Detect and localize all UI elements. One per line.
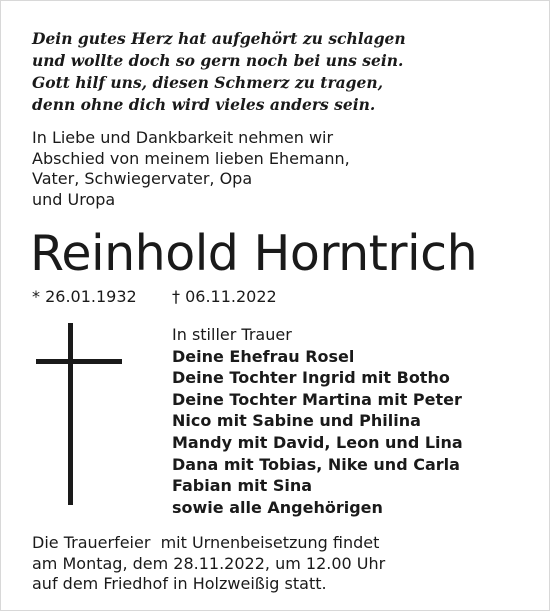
farewell-intro: [32, 128, 512, 210]
mourner-entry: Mandy mit David, Leon und Lina: [172, 432, 463, 452]
mourners-list: [172, 324, 532, 518]
mourner-entry: Deine Tochter Ingrid mit Botho: [172, 368, 450, 388]
intro-line: In Liebe und Dankbarkeit nehmen wir: [32, 128, 334, 147]
birth-date: * 26.01.1932: [32, 287, 137, 306]
service-line: Die Trauerfeier mit Urnenbeisetzung findet: [32, 533, 380, 552]
service-line: am Montag, dem 28.11.2022, um 12.00 Uhr: [32, 553, 386, 573]
deceased-name: Reinhold Horntrich: [30, 225, 478, 282]
life-dates: [32, 287, 277, 307]
mourner-entry: Deine Ehefrau Rosel: [172, 346, 355, 366]
intro-line: Vater, Schwiegervater, Opa: [32, 169, 253, 188]
poem-line: Dein gutes Herz hat aufgehört zu schlagen: [32, 29, 406, 48]
cross-icon: [36, 323, 122, 505]
death-date: † 06.11.2022: [172, 287, 277, 306]
cross-horizontal-bar: [36, 359, 122, 364]
poem-line: Gott hilf uns, diesen Schmerz zu tragen,: [32, 73, 384, 92]
funeral-service-info: [32, 533, 532, 595]
mourner-entry: sowie alle Angehörigen: [172, 497, 383, 517]
intro-line: und Uropa: [32, 189, 116, 209]
poem-line: denn ohne dich wird vieles anders sein.: [32, 95, 376, 114]
memorial-poem: [32, 28, 512, 116]
poem-line: und wollte doch so gern noch bei uns sein.: [32, 51, 404, 70]
mourner-entry: Dana mit Tobias, Nike und Carla: [172, 454, 460, 474]
mourner-entry: Fabian mit Sina: [172, 476, 313, 496]
mourner-entry: Deine Tochter Martina mit Peter: [172, 389, 462, 409]
service-line: auf dem Friedhof in Holzweißig statt.: [32, 574, 327, 593]
mourners-lead: In stiller Trauer: [172, 325, 292, 344]
mourner-entry: Nico mit Sabine und Philina: [172, 411, 421, 431]
cross-vertical-bar: [68, 323, 73, 505]
intro-line: Abschied von meinem lieben Ehemann,: [32, 148, 350, 168]
